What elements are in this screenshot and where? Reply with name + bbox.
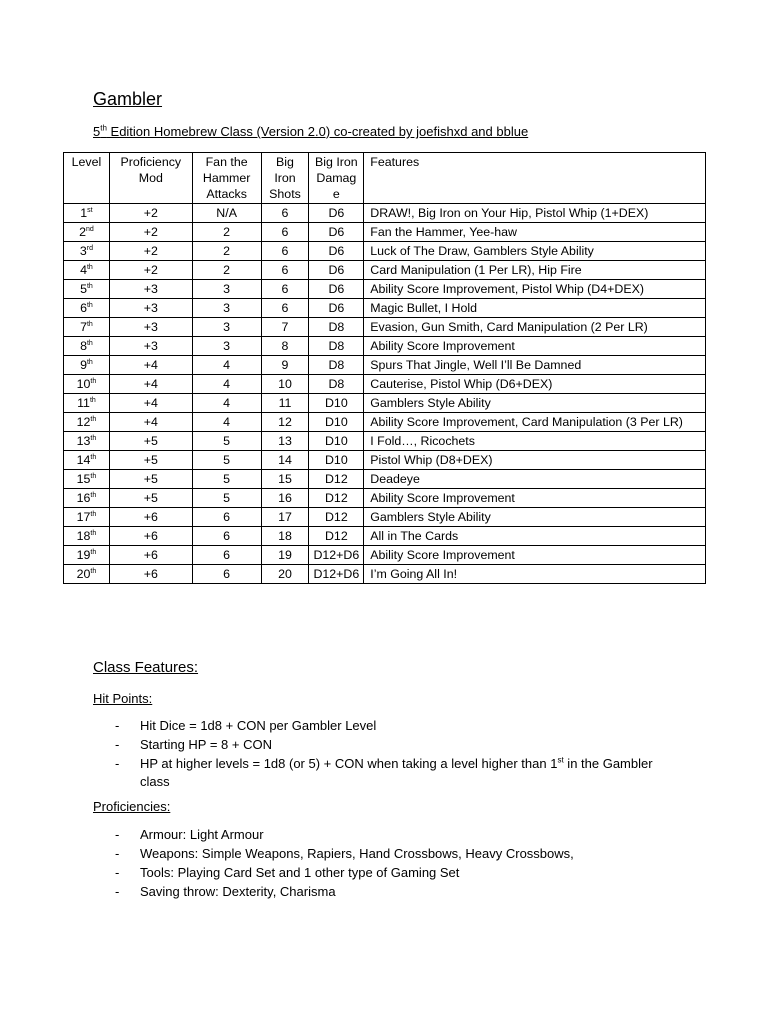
level-ordinal-suffix: th <box>86 282 93 290</box>
big-iron-shots-cell: 9 <box>261 356 309 375</box>
level-number: 16 <box>76 491 91 505</box>
fan-the-hammer-cell: 5 <box>192 489 261 508</box>
big-iron-shots-cell: 11 <box>261 394 309 413</box>
big-iron-shots-cell: 6 <box>261 299 309 318</box>
dash-bullet: - <box>115 865 120 880</box>
proficiency-cell: +5 <box>109 432 192 451</box>
level-ordinal-suffix: th <box>90 510 97 518</box>
dash-bullet: - <box>115 827 120 842</box>
proficiency-cell: +6 <box>109 508 192 527</box>
level-number: 9 <box>80 358 87 372</box>
level-ordinal-suffix: th <box>90 377 97 385</box>
big-iron-shots-cell: 17 <box>261 508 309 527</box>
proficiency-cell: +3 <box>109 299 192 318</box>
big-iron-shots-cell: 13 <box>261 432 309 451</box>
big-iron-damage-cell: D12 <box>309 489 364 508</box>
level-cell <box>64 432 110 451</box>
level-ordinal-suffix: th <box>89 396 96 404</box>
proficiency-cell: +6 <box>109 546 192 565</box>
features-cell: DRAW!, Big Iron on Your Hip, Pistol Whip (1+DEX) <box>364 204 706 223</box>
big-iron-damage-cell: D6 <box>309 299 364 318</box>
subtitle-text: Edition Homebrew Class (Version 2.0) co-created by joefishxd and bblue <box>106 124 529 139</box>
proficiency-cell: +3 <box>109 318 192 337</box>
fan-the-hammer-cell: 6 <box>192 565 261 584</box>
dash-bullet: - <box>115 718 120 733</box>
header-level: Level <box>64 153 110 204</box>
big-iron-damage-cell: D8 <box>309 337 364 356</box>
level-cell <box>64 299 110 318</box>
level-cell <box>64 565 110 584</box>
proficiency-cell: +3 <box>109 280 192 299</box>
features-cell: Spurs That Jingle, Well I’ll Be Damned <box>364 356 706 375</box>
level-number: 5 <box>80 282 87 296</box>
big-iron-shots-cell: 15 <box>261 470 309 489</box>
level-cell <box>64 470 110 489</box>
list-item: - Tools: Playing Card Set and 1 other type of Gaming Set <box>115 865 460 880</box>
table-row <box>64 242 706 261</box>
proficiencies-list <box>115 826 675 902</box>
big-iron-damage-cell: D12 <box>309 527 364 546</box>
level-cell <box>64 223 110 242</box>
document-title: Gambler <box>93 89 163 109</box>
features-cell: Gamblers Style Ability <box>364 394 706 413</box>
level-cell <box>64 508 110 527</box>
big-iron-shots-cell: 6 <box>261 242 309 261</box>
dash-bullet: - <box>115 756 120 771</box>
level-cell <box>64 337 110 356</box>
features-cell: All in The Cards <box>364 527 706 546</box>
proficiencies-heading: Proficiencies: <box>93 799 171 814</box>
level-cell <box>64 356 110 375</box>
level-ordinal-suffix: th <box>90 567 97 575</box>
level-cell <box>64 489 110 508</box>
level-cell <box>64 546 110 565</box>
fan-the-hammer-cell: N/A <box>192 204 261 223</box>
table-row <box>64 375 706 394</box>
table-row <box>64 204 706 223</box>
level-number: 19 <box>76 548 91 562</box>
big-iron-shots-cell: 6 <box>261 204 309 223</box>
features-cell: Ability Score Improvement <box>364 489 706 508</box>
level-ordinal-suffix: rd <box>86 244 94 252</box>
table-row <box>64 413 706 432</box>
table-row <box>64 546 706 565</box>
big-iron-shots-cell: 8 <box>261 337 309 356</box>
fan-the-hammer-cell: 3 <box>192 299 261 318</box>
level-cell <box>64 527 110 546</box>
proficiency-cell: +6 <box>109 565 192 584</box>
hit-points-list <box>115 717 675 792</box>
level-number: 10 <box>76 377 91 391</box>
list-item: - Armour: Light Armour <box>115 827 264 842</box>
level-cell <box>64 451 110 470</box>
features-cell: Gamblers Style Ability <box>364 508 706 527</box>
table-row <box>64 489 706 508</box>
fan-the-hammer-cell: 3 <box>192 318 261 337</box>
level-number: 20 <box>76 567 91 581</box>
features-cell: Deadeye <box>364 470 706 489</box>
list-item: - Starting HP = 8 + CON <box>115 737 272 752</box>
table-row <box>64 508 706 527</box>
level-cell <box>64 413 110 432</box>
proficiency-cell: +5 <box>109 470 192 489</box>
level-cell <box>64 242 110 261</box>
big-iron-damage-cell: D8 <box>309 318 364 337</box>
proficiency-cell: +3 <box>109 337 192 356</box>
big-iron-shots-cell: 7 <box>261 318 309 337</box>
fan-the-hammer-cell: 3 <box>192 337 261 356</box>
level-number: 8 <box>80 339 87 353</box>
fan-the-hammer-cell: 6 <box>192 546 261 565</box>
level-ordinal-suffix: th <box>90 491 97 499</box>
fan-the-hammer-cell: 6 <box>192 508 261 527</box>
header-fan-the-hammer: Fan the Hammer Attacks <box>192 153 261 204</box>
dash-bullet: - <box>115 884 120 899</box>
features-cell: Ability Score Improvement, Card Manipulation (3 Per LR) <box>364 413 706 432</box>
proficiency-cell: +4 <box>109 375 192 394</box>
level-number: 18 <box>76 529 91 543</box>
table-header-row <box>64 153 706 204</box>
level-cell <box>64 375 110 394</box>
list-item: - Hit Dice = 1d8 + CON per Gambler Level <box>115 718 377 733</box>
level-cell <box>64 394 110 413</box>
fan-the-hammer-cell: 6 <box>192 527 261 546</box>
level-number: 3 <box>79 244 87 258</box>
big-iron-damage-cell: D12 <box>309 470 364 489</box>
level-ordinal-suffix: th <box>86 320 93 328</box>
features-cell: Ability Score Improvement, Pistol Whip (D4+DEX) <box>364 280 706 299</box>
big-iron-shots-cell: 16 <box>261 489 309 508</box>
big-iron-damage-cell: D6 <box>309 280 364 299</box>
level-number: 11 <box>77 396 90 410</box>
features-cell: Ability Score Improvement <box>364 546 706 565</box>
features-cell: Ability Score Improvement <box>364 337 706 356</box>
table-row <box>64 280 706 299</box>
big-iron-shots-cell: 12 <box>261 413 309 432</box>
class-level-table <box>63 152 706 584</box>
big-iron-shots-cell: 6 <box>261 280 309 299</box>
level-number: 6 <box>80 301 87 315</box>
level-number: 17 <box>76 510 91 524</box>
big-iron-damage-cell: D10 <box>309 432 364 451</box>
proficiency-cell: +2 <box>109 261 192 280</box>
edition-number: 5 <box>93 124 101 139</box>
fan-the-hammer-cell: 4 <box>192 394 261 413</box>
level-ordinal-suffix: th <box>90 415 97 423</box>
big-iron-shots-cell: 6 <box>261 223 309 242</box>
big-iron-shots-cell: 14 <box>261 451 309 470</box>
level-cell <box>64 318 110 337</box>
table-row <box>64 451 706 470</box>
level-ordinal-suffix: th <box>90 453 97 461</box>
proficiency-cell: +2 <box>109 242 192 261</box>
features-cell: Cauterise, Pistol Whip (D6+DEX) <box>364 375 706 394</box>
big-iron-shots-cell: 19 <box>261 546 309 565</box>
table-row <box>64 432 706 451</box>
level-ordinal-suffix: th <box>86 301 93 309</box>
level-ordinal-suffix: st <box>87 206 93 214</box>
edition-ordinal-suffix: th <box>100 123 107 133</box>
proficiency-cell: +6 <box>109 527 192 546</box>
level-number: 12 <box>76 415 91 429</box>
header-big-iron-damage: Big Iron Damag e <box>309 153 364 204</box>
table-row <box>64 565 706 584</box>
big-iron-damage-cell: D10 <box>309 394 364 413</box>
header-proficiency: Proficiency Mod <box>109 153 192 204</box>
proficiency-cell: +5 <box>109 451 192 470</box>
level-number: 13 <box>76 434 91 448</box>
proficiency-cell: +4 <box>109 356 192 375</box>
hit-points-heading: Hit Points: <box>93 691 153 706</box>
proficiency-cell: +2 <box>109 223 192 242</box>
proficiency-cell: +2 <box>109 204 192 223</box>
table-row <box>64 527 706 546</box>
level-ordinal-suffix: th <box>86 339 93 347</box>
level-ordinal-suffix: th <box>90 529 97 537</box>
big-iron-damage-cell: D12 <box>309 508 364 527</box>
big-iron-damage-cell: D12+D6 <box>309 546 364 565</box>
features-cell: I’m Going All In! <box>364 565 706 584</box>
table-row <box>64 261 706 280</box>
fan-the-hammer-cell: 2 <box>192 242 261 261</box>
table-row <box>64 299 706 318</box>
big-iron-shots-cell: 6 <box>261 261 309 280</box>
dash-bullet: - <box>115 737 120 752</box>
fan-the-hammer-cell: 4 <box>192 375 261 394</box>
header-big-iron-shots: Big Iron Shots <box>261 153 309 204</box>
fan-the-hammer-cell: 5 <box>192 451 261 470</box>
big-iron-shots-cell: 20 <box>261 565 309 584</box>
big-iron-damage-cell: D6 <box>309 204 364 223</box>
fan-the-hammer-cell: 2 <box>192 223 261 242</box>
big-iron-damage-cell: D8 <box>309 356 364 375</box>
level-ordinal-suffix: th <box>90 548 97 556</box>
list-item: - HP at higher levels = 1d8 (or 5) + CON when taking a level higher than 1st in the Gambler class <box>115 755 653 789</box>
big-iron-damage-cell: D8 <box>309 375 364 394</box>
big-iron-damage-cell: D10 <box>309 451 364 470</box>
proficiency-cell: +4 <box>109 413 192 432</box>
table-row <box>64 337 706 356</box>
level-ordinal-suffix: th <box>90 434 97 442</box>
fan-the-hammer-cell: 2 <box>192 261 261 280</box>
table-row <box>64 356 706 375</box>
features-cell: Luck of The Draw, Gamblers Style Ability <box>364 242 706 261</box>
big-iron-damage-cell: D6 <box>309 223 364 242</box>
level-number: 2 <box>79 225 86 239</box>
dash-bullet: - <box>115 846 120 861</box>
class-features-title: Class Features: <box>93 659 199 676</box>
features-cell: Magic Bullet, I Hold <box>364 299 706 318</box>
fan-the-hammer-cell: 4 <box>192 356 261 375</box>
document-subtitle <box>93 124 528 139</box>
level-number: 1 <box>80 206 88 220</box>
level-number: 4 <box>80 263 87 277</box>
proficiency-cell: +4 <box>109 394 192 413</box>
table-body <box>64 204 706 584</box>
level-number: 15 <box>76 472 91 486</box>
proficiency-cell: +5 <box>109 489 192 508</box>
level-number: 7 <box>80 320 87 334</box>
features-cell: Fan the Hammer, Yee-haw <box>364 223 706 242</box>
level-cell <box>64 204 110 223</box>
level-ordinal-suffix: nd <box>86 225 94 233</box>
table-row <box>64 318 706 337</box>
features-cell: Pistol Whip (D8+DEX) <box>364 451 706 470</box>
list-item: - Weapons: Simple Weapons, Rapiers, Hand Crossbows, Heavy Crossbows, <box>115 846 574 861</box>
level-cell <box>64 280 110 299</box>
level-ordinal-suffix: th <box>86 263 93 271</box>
table-row <box>64 470 706 489</box>
big-iron-damage-cell: D12+D6 <box>309 565 364 584</box>
fan-the-hammer-cell: 4 <box>192 413 261 432</box>
table-row <box>64 394 706 413</box>
features-cell: Evasion, Gun Smith, Card Manipulation (2 Per LR) <box>364 318 706 337</box>
table-row <box>64 223 706 242</box>
header-features: Features <box>364 153 706 204</box>
list-item: - Saving throw: Dexterity, Charisma <box>115 884 336 899</box>
features-cell: Card Manipulation (1 Per LR), Hip Fire <box>364 261 706 280</box>
level-number: 14 <box>76 453 91 467</box>
big-iron-damage-cell: D6 <box>309 242 364 261</box>
big-iron-damage-cell: D6 <box>309 261 364 280</box>
level-ordinal-suffix: th <box>90 472 97 480</box>
fan-the-hammer-cell: 5 <box>192 470 261 489</box>
fan-the-hammer-cell: 5 <box>192 432 261 451</box>
big-iron-shots-cell: 10 <box>261 375 309 394</box>
fan-the-hammer-cell: 3 <box>192 280 261 299</box>
features-cell: I Fold…, Ricochets <box>364 432 706 451</box>
level-cell <box>64 261 110 280</box>
big-iron-damage-cell: D10 <box>309 413 364 432</box>
big-iron-shots-cell: 18 <box>261 527 309 546</box>
level-ordinal-suffix: th <box>86 358 93 366</box>
